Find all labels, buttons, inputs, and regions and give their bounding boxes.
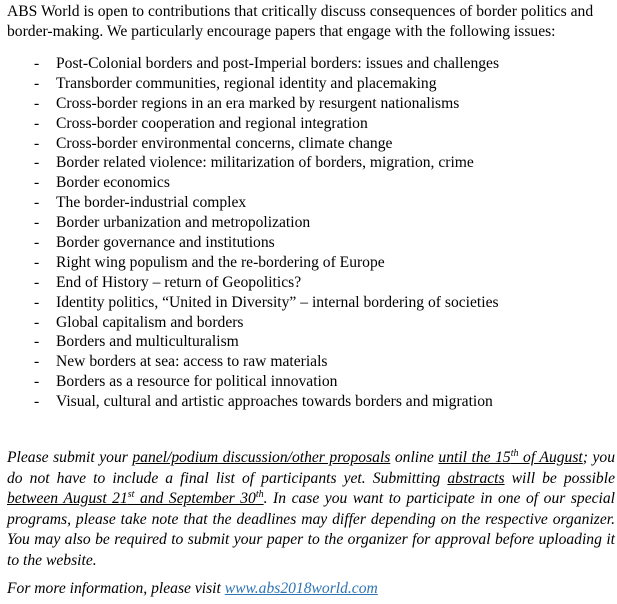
list-item [7, 114, 617, 134]
list-item [7, 74, 617, 94]
list-item [7, 134, 617, 154]
list-item-text: Visual, cultural and artistic approaches towards borders and migration [56, 393, 493, 411]
list-item-text: Border economics [56, 174, 170, 192]
intro-paragraph: ABS World is open to contributions that critically discuss consequences of border politics and border-making. We particularly encourage papers that engage with the following issues: [7, 3, 594, 40]
text-run: until the 15 [438, 449, 511, 466]
ordinal-suffix: th [510, 448, 519, 459]
list-item-text: Borders as a resource for political innovation [56, 373, 338, 391]
text-run: between August 21 [7, 490, 128, 507]
list-item-text: Border urbanization and metropolization [56, 214, 311, 232]
list-item-text: Cross-border environmental concerns, climate change [56, 134, 393, 152]
list-item [7, 213, 617, 233]
list-item [7, 153, 617, 173]
list-marker: - [34, 214, 40, 232]
list-item [7, 332, 617, 352]
list-item [7, 253, 617, 273]
list-item [7, 313, 617, 333]
list-item-text: Post-Colonial borders and post-Imperial borders: issues and challenges [56, 55, 500, 72]
list-marker: - [34, 273, 40, 291]
list-marker: - [34, 114, 40, 132]
list-item-text: The border-industrial complex [56, 194, 247, 212]
list-marker: - [34, 333, 40, 351]
submission-paragraph [7, 448, 615, 571]
list-marker: - [34, 293, 40, 311]
more-info-paragraph [7, 579, 615, 600]
submission-notes [7, 448, 615, 600]
abstracts-underlined: abstracts [447, 469, 505, 487]
list-marker: - [34, 55, 40, 72]
text-run: online [390, 449, 439, 466]
list-marker: - [34, 393, 40, 411]
list-item-text: Border governance and institutions [56, 234, 275, 252]
list-item [7, 372, 617, 392]
list-item [7, 54, 617, 74]
ordinal-suffix: th [255, 489, 264, 500]
list-marker: - [34, 74, 40, 92]
list-item [7, 293, 617, 313]
text-run: will be possible [504, 469, 615, 487]
list-item [7, 233, 617, 253]
list-item [7, 94, 617, 114]
list-item-text: Borders and multiculturalism [56, 333, 239, 351]
list-item-text: New borders at sea: access to raw materials [56, 353, 328, 371]
list-item-text: Transborder communities, regional identity and placemaking [56, 74, 437, 92]
text-run: ; you do not have to include a final list of participants yet. Submitting [7, 449, 615, 487]
list-marker: - [34, 194, 40, 212]
list-marker: - [34, 234, 40, 252]
ordinal-suffix: st [127, 489, 135, 500]
text-run: of August [518, 449, 583, 466]
list-item-text: Identity politics, “United in Diversity” – internal bordering of societies [56, 293, 499, 311]
list-item [7, 273, 617, 293]
list-marker: - [34, 154, 40, 172]
list-marker: - [34, 134, 40, 152]
list-item [7, 392, 617, 412]
proposal-deadline [438, 449, 582, 466]
list-item [7, 173, 617, 193]
website-link[interactable]: www.abs2018world.com [224, 580, 378, 597]
list-item-text: Right wing populism and the re-bordering of Europe [56, 253, 385, 271]
abstract-deadline [7, 490, 264, 507]
text-run: . In case you want to participate in one of our special programs, please take note that the deadlines may differ depending on the respective organizer. You may also be required to submit your paper to the organizer for approval before uploading it to the website. [7, 490, 616, 569]
text-run: For more information, please visit [7, 580, 225, 597]
issues-list [7, 54, 617, 412]
list-item-text: Cross-border regions in an era marked by resurgent nationalisms [56, 94, 460, 112]
list-marker: - [34, 174, 40, 192]
list-marker: - [34, 313, 40, 331]
list-marker: - [34, 353, 40, 371]
list-item [7, 352, 617, 372]
list-marker: - [34, 94, 40, 112]
list-item-text: Global capitalism and borders [56, 313, 244, 331]
text-run: and September 30 [134, 490, 256, 507]
proposals-underlined: panel/podium discussion/other proposals [132, 449, 391, 466]
list-item-text: Cross-border cooperation and regional integration [56, 114, 368, 132]
list-item-text: End of History – return of Geopolitics? [56, 273, 302, 291]
list-item [7, 193, 617, 213]
text-run: Please submit your [7, 449, 133, 466]
list-marker: - [34, 373, 40, 391]
list-item-text: Border related violence: militarization of borders, migration, crime [56, 154, 474, 172]
list-marker: - [34, 253, 40, 271]
